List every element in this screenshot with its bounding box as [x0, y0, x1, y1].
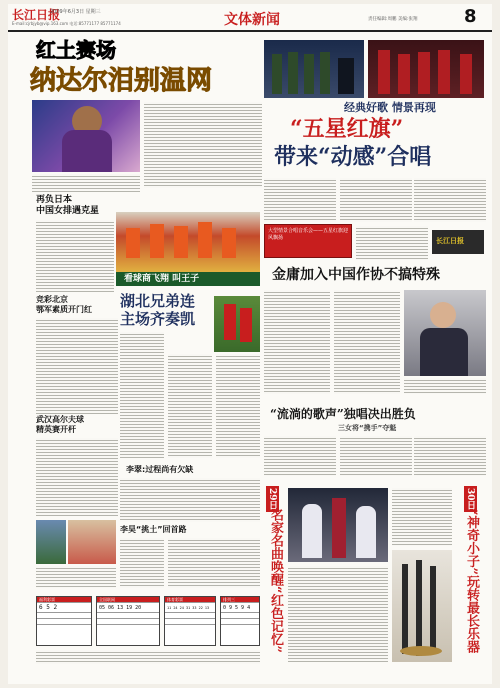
lottery-nums-4: 0 9 5 9 4 [221, 603, 259, 613]
jinyong-caption [404, 378, 486, 394]
lottery-title-2: 全国联网 [97, 597, 159, 603]
editor-credits: 责任编辑:周鹏 美编:张翔 [368, 17, 418, 22]
banner-strip [116, 272, 260, 286]
story2-body [36, 318, 118, 414]
songs-body-col1 [264, 436, 336, 476]
feature-inset-badge [432, 230, 484, 254]
lead-body-text [144, 102, 262, 188]
story1-sub: 中国女排遇克星 [36, 206, 100, 216]
feature-body-col1 [264, 178, 336, 222]
sports-headline-1: 湖北兄弟连 [120, 292, 196, 310]
lottery-table-3 [164, 596, 216, 646]
story2-head: 竞彩北京 [36, 295, 68, 304]
sports-body-col2 [168, 354, 212, 458]
songs-headline: “流淌的歌声”独唱决出胜负 [270, 407, 416, 421]
paper-logo: 长江日报 [12, 8, 61, 22]
instrument-body [392, 488, 452, 546]
lead-caption [32, 174, 140, 192]
lottery-nums-3: 11 24 24 31 33 22 13 [165, 603, 215, 613]
jinyong-photo [404, 290, 486, 376]
story2-sub: 鄂军素质开门红 [36, 305, 92, 314]
lottery-table-1 [36, 596, 92, 646]
dateline: 2009年6月3日 星期三 [50, 9, 101, 15]
bottom-story2-head: 李昊“挑土”回首路 [120, 525, 187, 534]
masthead [8, 4, 492, 32]
lottery-table-4 [220, 596, 260, 646]
feature-body-col2 [340, 178, 412, 222]
bottom-footer-text [36, 650, 260, 664]
sports-body-col3 [216, 354, 260, 458]
feature-body-col4 [356, 226, 428, 260]
songs-body-col2 [340, 436, 412, 476]
jinyong-body-col2 [334, 290, 400, 394]
sports-body-col1 [120, 332, 164, 458]
golf-photo [36, 520, 66, 564]
feature-inset-logo: 长江日报 [436, 236, 464, 245]
right-vertical-date: 30日 [465, 488, 475, 510]
lottery-title-4: 排列三 [221, 597, 259, 603]
bottom-story1-body [120, 478, 260, 522]
lottery-nums-2: 05 06 13 19 20 [97, 603, 159, 613]
story1-body [36, 220, 114, 292]
concert-body [288, 566, 388, 662]
bottom-story2-body-col1 [120, 538, 164, 588]
golf-photo-2 [68, 520, 116, 564]
feature-caption-box [264, 224, 352, 258]
sports-headline-2: 主场齐奏凯 [120, 310, 196, 328]
lead-kicker: 红土赛场 [36, 38, 116, 62]
concert-photo-1 [264, 40, 364, 98]
feature-caption: 大型情景合唱音乐会——五星红旗迎风飘扬 [268, 228, 349, 241]
left-vertical-date: 29日 [267, 488, 277, 510]
bottom-story2-body-col2 [168, 538, 260, 588]
concert-photo-2 [368, 40, 484, 98]
story1-head: 再负日本 [36, 195, 73, 205]
story3-head: 武汉高尔夫球 [36, 415, 84, 424]
concert-performance-photo [288, 488, 388, 562]
feature-body-col3 [414, 178, 486, 222]
lottery-nums-1: 6 5 2 [37, 603, 91, 613]
lottery-table-2 [96, 596, 160, 646]
volleyball-photo [116, 212, 260, 272]
lead-headline: 纳达尔泪别温网 [30, 66, 213, 96]
feature-subhead: 经典好歌 情景再现 [344, 101, 436, 114]
lottery-title-3: 体育彩票 [165, 597, 215, 603]
nadal-photo [32, 100, 140, 172]
story3-sub: 精英赛开杆 [36, 425, 76, 434]
instrument-photo [392, 550, 452, 662]
feature-headline-top: “五星红旗” [290, 116, 404, 142]
contact-line: E-mail:cjrbjyb@vip.163.com 电话:85771177 85771174 [12, 21, 121, 26]
page-number: 8 [464, 6, 477, 27]
section-title: 文体新闻 [224, 12, 280, 28]
banner-text: 看球商飞翔 叫王子 [124, 274, 200, 284]
feature-headline-bottom: 带来“动感”合唱 [274, 144, 432, 170]
jinyong-headline: 金庸加入中国作协不搞特殊 [272, 267, 440, 283]
jinyong-body-col1 [264, 290, 330, 394]
lottery-title-1: 福利彩票 [37, 597, 91, 603]
newspaper-page [8, 4, 492, 684]
golf-caption [36, 566, 116, 588]
bottom-story1-head: 李翠:过程尚有欠缺 [126, 465, 194, 474]
story3-body [36, 438, 118, 516]
left-vertical-headline: 名家名曲唤醒“红色记忆” [268, 508, 283, 653]
right-vertical-headline: “神奇小子”玩转最长乐器 [464, 508, 479, 653]
football-photo [214, 296, 260, 352]
songs-subhead: 三女将“携手”夺魁 [338, 424, 397, 432]
songs-body-col3 [414, 436, 486, 476]
